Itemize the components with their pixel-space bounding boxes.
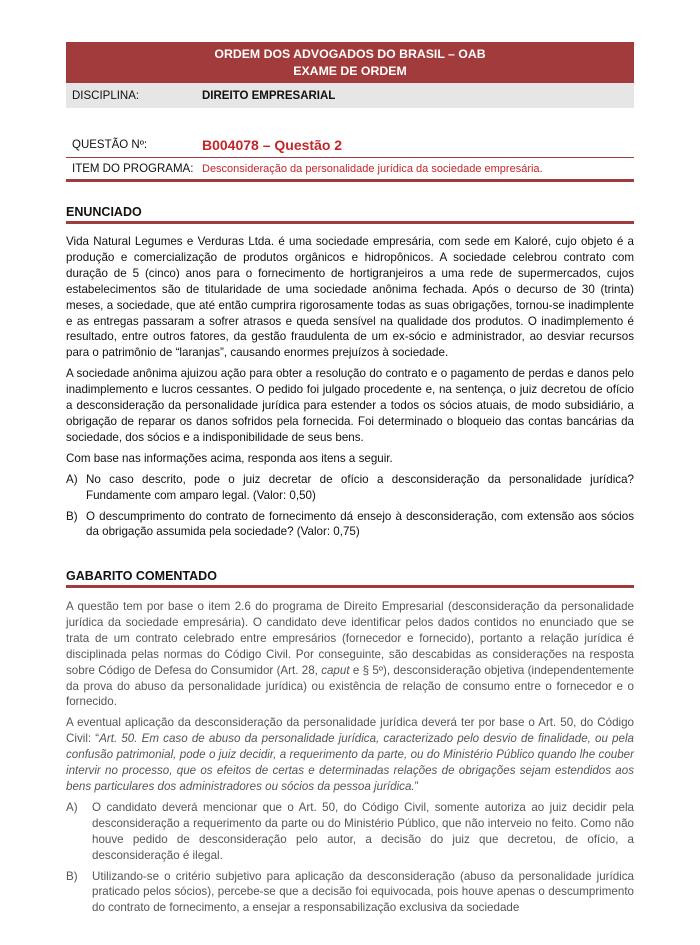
enunciado-title: ENUNCIADO [66, 205, 634, 224]
enunciado-item-b [66, 509, 634, 541]
gabarito-item-b [66, 869, 634, 917]
questao-value: B004078 – Questão 2 [202, 136, 343, 153]
enunciado-item-a [66, 472, 634, 504]
disciplina-row [66, 83, 634, 108]
item-marker: A) [66, 472, 78, 486]
gabarito-text: A eventual aplicação da desconsideração da personalidade jurídica deverá ter por base o Art. 50, do Código Civil: “ [66, 716, 634, 746]
item-text: No caso descrito, pode o juiz decretar de ofício a desconsideração da personalidade jurídica? Fundamente com amparo legal. (Valor: 0,50) [86, 472, 634, 502]
header-subtitle: EXAME DE ORDEM [293, 64, 407, 78]
enunciado-body [66, 234, 634, 545]
item-text: Utilizando-se o critério subjetivo para aplicação da desconsideração (abuso da personalidade jurídica praticado pelos sócios), percebe-se que a decisão foi equivocada, pois houve apenas o descumprimento do contrato de fornecimento, a ensejar a responsabilização exclusiva da sociedade [92, 869, 634, 915]
gabarito-paragraph [66, 715, 634, 795]
gabarito-text: e § 5º), desconsideração objetiva (independentemente da prova do abuso da personalidade jurídica) ou existência de relação de consumo entre o fornecedor e o fornecido. [66, 663, 634, 709]
item-programa-row [66, 158, 634, 182]
art50-quote: Art. 50. Em caso de abuso da personalidade jurídica, caracterizado pelo desvio de finalidade, ou pela confusão patrimonial, pode o juiz decidir, a requerimento da parte, ou do Ministério Público quando lhe couber intervir no processo, que os efeitos de certas e determinadas relações de obrigações sejam estendidos aos bens particulares dos administradores ou sócios da pessoa jurídica. [66, 732, 634, 793]
enunciado-paragraph: A sociedade anônima ajuizou ação para obter a resolução do contrato e o pagamento de perdas e danos pelo inadimplemento e lucros cessantes. O pedido foi julgado procedente e, na sentença, o juiz decretou de ofício a desconsideração da personalidade jurídica para estender a todos os sócios atuais, de modo subsidiário, a obrigação de reparar os danos sofridos pela fornecida. Foi determinado o bloqueio das contas bancárias da sociedade, dos sócios e a indisponibilidade de seus bens. [66, 367, 634, 444]
item-text: O candidato deverá mencionar que o Art. 50, do Código Civil, somente autoriza ao juiz decidir pela desconsideração a requerimento da parte ou do Ministério Público, que não interveio no feito. Como não houve pedido de desconsideração pelo autor, a decisão do juiz que decretou, de ofício, a desconsideração é ilegal. [92, 800, 634, 862]
item-marker: B) [66, 869, 78, 883]
disciplina-label: DISCIPLINA: [72, 89, 140, 102]
item-marker: A) [66, 800, 78, 814]
gabarito-italic: caput [321, 663, 350, 677]
gabarito-item-a [66, 800, 634, 864]
gabarito-text: ” [414, 779, 419, 793]
item-text: O descumprimento do contrato de fornecimento dá ensejo à desconsideração, com extensão aos sócios da obrigação assumida pela sociedade? (Valor: 0,75) [86, 509, 634, 539]
gabarito-title: GABARITO COMENTADO [66, 569, 634, 588]
questao-label: QUESTÃO Nº: [72, 138, 148, 151]
enunciado-paragraph: Com base nas informações acima, responda aos itens a seguir. [66, 451, 393, 465]
enunciado-paragraph: Vida Natural Legumes e Verduras Ltda. é uma sociedade empresária, com sede em Kaloré, cujo objeto é a produção e comercialização de produtos orgânicos e hidropônicos. A sociedade celebrou contrato com duração de 5 (cinco) anos para o fornecimento de hortigranjeiros a uma rede de supermercados, cujos estabelecimentos são de titularidade de uma sociedade anônima fechada. Após o decurso de 30 (trinta) meses, a sociedade, que até então cumprira rigorosamente todas as suas obrigações, tornou-se inadimplente e as entregas passaram a sofrer atrasos e queda sensível na qualidade dos produtos. O inadimplemento é resultado, entre outros fatores, da gestão fraudulenta de um ex-sócio e administrador, ao desviar recursos para o patrimônio de “laranjas”, causando enormes prejuízos à sociedade. [66, 235, 634, 360]
gabarito-paragraph [66, 599, 634, 710]
item-programa-value: Desconsideração da personalidade jurídica da sociedade empresária. [202, 162, 543, 175]
gabarito-body [66, 599, 634, 921]
header-title: ORDEM DOS ADVOGADOS DO BRASIL – OAB [214, 47, 486, 61]
disciplina-value: DIREITO EMPRESARIAL [202, 89, 336, 102]
header-banner [66, 42, 634, 83]
questao-row [66, 132, 634, 158]
item-programa-label: ITEM DO PROGRAMA: [72, 162, 194, 175]
item-marker: B) [66, 509, 78, 523]
gabarito-text: A questão tem por base o item 2.6 do programa de Direito Empresarial (desconsideração da personalidade jurídica da sociedade empresária). O candidato deve identificar pelos dados contidos no enunciado que se trata de um contrato celebrado entre empresários (fornecedor e fornecido), portanto a relação jurídica é disciplinada pelas normas do Código Civil. Por conseguinte, são descabidas as considerações na resposta sobre Código de Defesa do Consumidor (Art. 28, [66, 600, 634, 677]
